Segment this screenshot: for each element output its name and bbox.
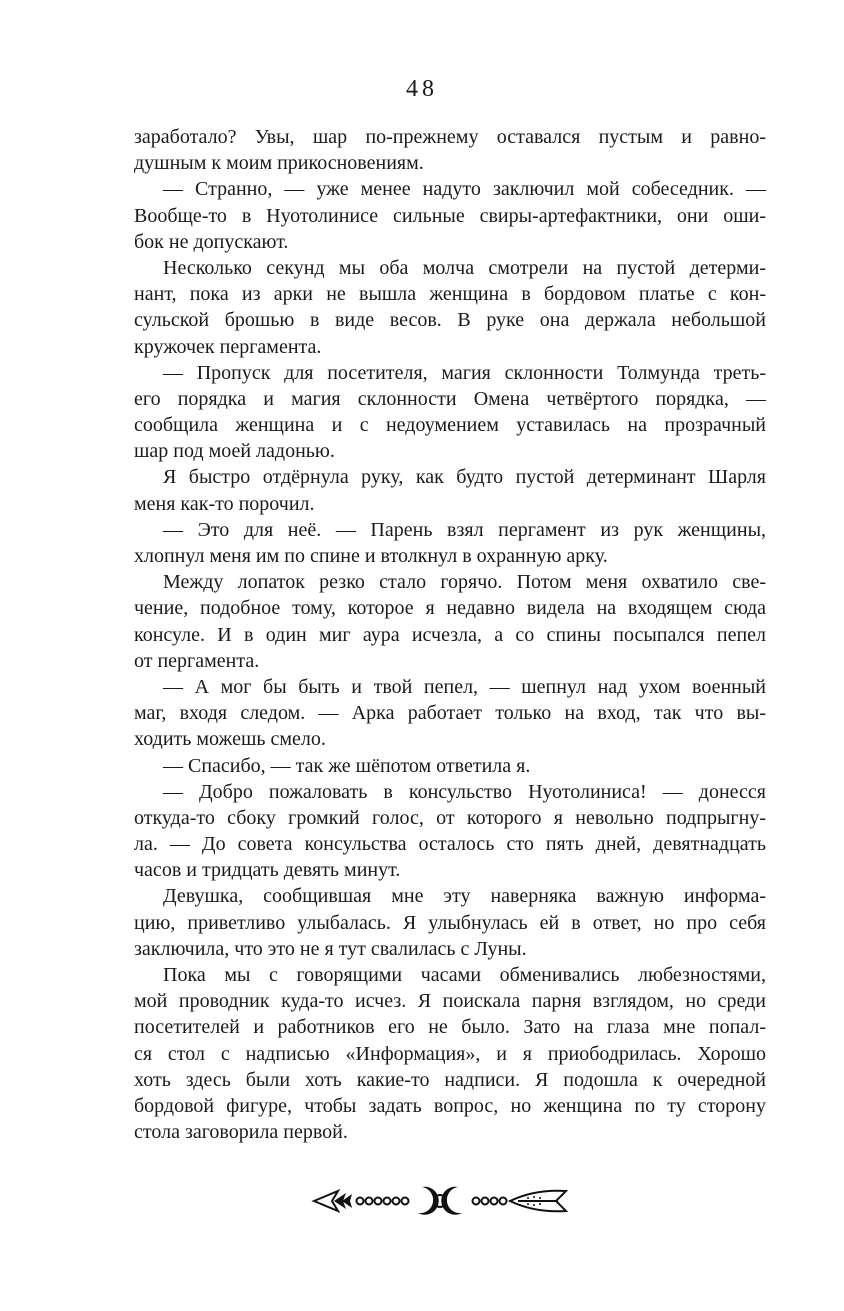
text-line: от пергамента. — [134, 649, 260, 672]
text-line: консуле. И в один миг аура исчезла, а со спины посыпался пепел — [134, 623, 766, 646]
text-line: шар под моей ладонью. — [134, 440, 335, 463]
text-line: хоть здесь были хоть какие-то надписи. Я подошла к очередной — [134, 1068, 766, 1091]
text-line: бок не допускают. — [134, 230, 289, 253]
text-line: — А мог бы быть и твой пепел, — шепнул над ухом военный — [163, 675, 766, 698]
text-line: маг, входя следом. — Арка работает только на вход, так что вы- — [134, 702, 766, 725]
text-line: нант, пока из арки не вышла женщина в бордовом платье с кон- — [134, 283, 766, 306]
text-line: посетителей и работников его не было. Зато на глаза мне попал- — [134, 1016, 766, 1039]
text-line: — Странно, — уже менее надуто заключил мой собеседник. — — [163, 178, 766, 201]
text-line: бордовой фигуре, чтобы задать вопрос, но женщина по ту сторону — [134, 1094, 766, 1117]
text-line: душным к моим прикосновениям. — [134, 152, 424, 175]
text-line: хлопнул меня им по спине и втолкнул в охранную арку. — [134, 545, 608, 567]
text-line: — Добро пожаловать в консульство Нуотолиниса! — донесся — [163, 780, 766, 803]
text-line: Между лопаток резко стало горячо. Потом меня охватило све- — [163, 571, 766, 594]
text-line: — Это для неё. — Парень взял пергамент из рук женщины, — [163, 518, 766, 541]
text-line: его порядка и магия склонности Омена четвёртого порядка, — — [134, 387, 766, 410]
text-line: ся стол с надписью «Информация», и я приободрилась. Хорошо — [134, 1042, 766, 1065]
text-line: — Спасибо, — так же шёпотом ответила я. — [163, 754, 531, 777]
text-line: откуда-то сбоку громкий голос, от которого я невольно подпрыгну- — [134, 806, 766, 829]
text-line: ходить можешь смело. — [134, 728, 326, 751]
text-line: Девушка, сообщившая мне эту наверняка важную информа- — [163, 885, 766, 908]
text-line: цию, приветливо улыбалась. Я улыбнулась ей в ответ, но про себя — [134, 911, 766, 934]
text-line: сульской брошью в виде весов. В руке она держала небольшой — [134, 309, 766, 332]
text-line: Я быстро отдёрнула руку, как будто пустой детерминант Шарля — [163, 466, 766, 489]
arrow-moons-divider-icon — [310, 1183, 570, 1219]
book-text — [134, 124, 766, 1145]
text-line: сообщила женщина и с недоумением уставилась на прозрачный — [134, 414, 766, 437]
text-line: чение, подобное тому, которое я недавно видела на входящем сюда — [134, 597, 766, 620]
text-line: Вообще-то в Нуотолинисе сильные свиры-артефактники, они оши- — [134, 204, 766, 227]
text-line: мой проводник куда-то исчез. Я поискала парня взглядом, но среди — [134, 990, 766, 1013]
text-line: часов и тридцать девять минут. — [134, 859, 401, 882]
text-line: ла. — До совета консульства осталось сто пять дней, девятнадцать — [134, 833, 766, 856]
text-line: заключила, что это не я тут свалилась с Луны. — [134, 937, 527, 960]
text-line: стола заговорила первой. — [134, 1121, 348, 1144]
text-line: — Пропуск для посетителя, магия склонности Толмунда треть- — [163, 361, 766, 384]
text-line: заработало? Увы, шар по-прежнему оставался пустым и равно- — [134, 126, 766, 148]
page-number: 48 — [406, 76, 438, 102]
text-line: кружочек пергамента. — [134, 335, 322, 358]
text-line: Пока мы с говорящими часами обменивались любезностями, — [163, 964, 766, 986]
text-line: меня как-то порочил. — [134, 492, 315, 515]
text-line: Несколько секунд мы оба молча смотрели на пустой детерми- — [163, 256, 766, 279]
